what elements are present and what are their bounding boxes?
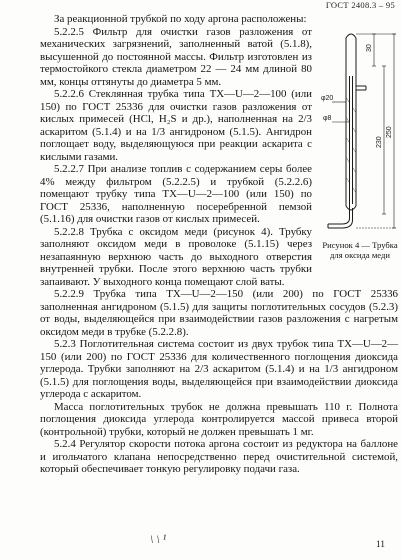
tube-sealed-top (346, 34, 356, 38)
dim-250: 250 (386, 125, 393, 138)
page-footer (0, 528, 401, 558)
paragraph-absorber-mass: Масса поглотительных трубок не должна превышать 110 г. Полнота поглощения диоксида углерода контролируется массой привеса второй (контрольной) трубки, который не должен превышать 1 мг. (40, 400, 398, 438)
figure-4 (318, 28, 401, 264)
dim-230: 230 (376, 135, 383, 148)
page-body (40, 13, 398, 476)
outlet-bend-inner (328, 208, 353, 228)
dim-phi8: φ8 (323, 114, 332, 122)
paragraph-5-2-2-6: 5.2.2.6 Стеклянная трубка типа ТХ—U—2—100 (или 150) по ГОСТ 25336 для очистки газов разложения от кислых примесей (HCl, H₂S и др.), наполненная на 2/3 аскаритом (5.1.4) и на 1/3 ангидроном (5.1.5). Ангидрон поглощает воду, выделяющуюся при реакции аскарита с кислыми газами. (40, 88, 312, 163)
paragraph-5-2-4: 5.2.4 Регулятор скорости потока аргона состоит из редуктора на баллоне и игольчатого клапана непосредственно перед очистительной системой, который обеспечивает тонкую регулировку подачи газа. (40, 438, 398, 475)
running-header: ГОСТ 2408.3 – 95 (325, 0, 395, 10)
dim-phi20: φ20 (321, 94, 334, 102)
dim-30: 30 (366, 43, 373, 52)
figure-caption: Рисунок 4 — Трубка для оксида меди (322, 239, 398, 260)
tube-bottom (346, 206, 356, 210)
paragraph-5-2-2-7: 5.2.2.7 При анализе топлив с содержанием серы более 4% между фильтром (5.2.2.5) и трубкой (5.2.2.6) помещают трубку типа ТХ—U—2—100 (или 150) по ГОСТ 25336, наполненную посеребренной пемзой (5.1.16) для очистки газов от кислых примесей. (40, 163, 312, 225)
handwritten-mark: \ \ ¹ (150, 532, 167, 546)
paragraph-5-2-2-9: 5.2.2.9 Трубка типа ТХ—U—2—150 (или 200) по ГОСТ 25336 заполненная ангидроном (5.1.5) для защиты поглотительных сосудов (5.2.3) от воды, выделяющейся при взаимодействии газов разложения с нагретым оксидом меди в трубке (5.2.2.8). (40, 288, 398, 338)
paragraph-intro: За реакционной трубкой по ходу аргона расположены: (54, 13, 307, 25)
paragraph-5-2-2-8: 5.2.2.8 Трубка с оксидом меди (рисунок 4). Трубку заполняют оксидом меди в проволоке (5.1.15) через незапаянную верхнюю часть до выходного отверстия внутренней трубки. После этого верхнюю часть трубки запаивают. У выходного конца помещают слой ваты. (40, 225, 312, 288)
paragraph-5-2-2-5: 5.2.2.5 Фильтр для очистки газов разложения от механических загрязнений, заполненный ватой (5.1.8), высушенной до постоянной массы. Фильтр изготовлен из термостойкого стекла диаметром 22 — 24 мм длиной 80 мм, концы оттянуты до диаметра 5 мм. (40, 25, 312, 88)
paragraph-5-2-3: 5.2.3 Поглотительная система состоит из двух трубок типа ТХ—U—2—150 (или 200) по ГОСТ 25336 для количественного поглощения диоксида углерода. Трубки заполняют на 2/3 аскаритом (5.1.4) и на 1/3 ангидроном (5.1.5) для поглощения воды, выделяющейся при взаимодействии диоксида углерода с аскаритом. (40, 338, 398, 400)
page-number: 11 (375, 540, 385, 550)
copper-oxide-tube-drawing (318, 28, 401, 238)
